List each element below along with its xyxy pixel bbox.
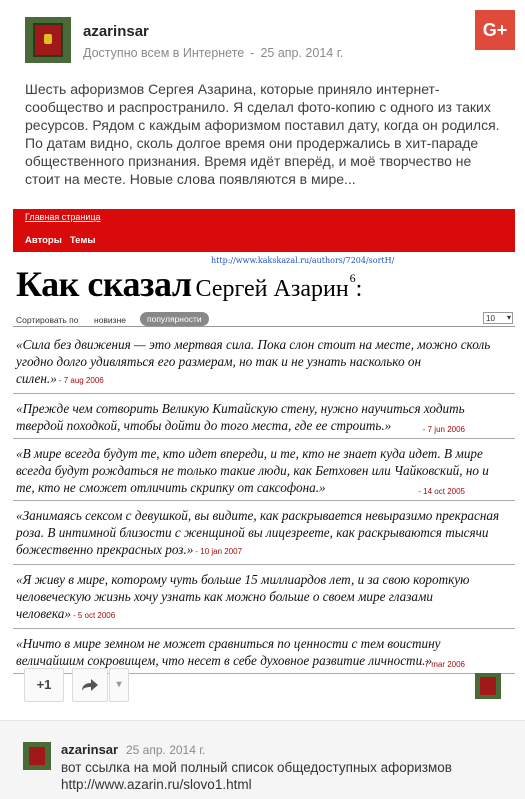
quote-date: - 7 jun 2006: [422, 425, 465, 434]
title-big: Как сказал: [16, 264, 192, 304]
share-menu-button[interactable]: ▾: [109, 668, 129, 702]
quote-text: «Ничто в мире земном не может сравниться по ценности с тем воистину величайшим сокровищем, что несет в себе духовное развитие личности.»: [16, 636, 441, 668]
quote-list: [13, 330, 515, 674]
site-title: [16, 263, 362, 305]
quote-text: «Прежде чем сотворить Великую Китайскую стену, нужно научиться ходить твердой походкой, чтобы дойти до того места, где ее строить.»: [16, 401, 465, 433]
author-avatar[interactable]: [25, 17, 71, 63]
quote-date: - 5 oct 2006: [72, 611, 116, 620]
post-meta: Доступно всем в Интернете - 25 апр. 2014 г.: [83, 46, 344, 60]
sort-popular: популярности: [140, 312, 209, 326]
quote-item: [13, 565, 515, 629]
title-colon: :: [355, 276, 363, 302]
comment-date[interactable]: 25 апр. 2014 г.: [126, 743, 206, 757]
site-nav: [25, 235, 103, 246]
home-link: Главная страница: [25, 212, 101, 222]
nav-authors: Авторы: [25, 235, 62, 246]
google-plus-badge: G+: [475, 10, 515, 50]
comment-text: [61, 759, 501, 793]
site-header: [13, 209, 515, 252]
action-bar: [0, 668, 525, 713]
nav-topics: Темы: [69, 235, 96, 246]
sort-label: Сортировать по: [16, 315, 79, 325]
quote-text: «Занимаясь сексом с девушкой, вы видите, как раскрывается невыразимо прекрасная роза. В интимной близости с женщиной вы лицезреете, как раскрываются тысячи божественно прекрасных роз.»: [16, 508, 500, 557]
comment-line: вот ссылка на мой полный список общедоступных афоризмов: [61, 760, 452, 775]
comment: [0, 721, 525, 799]
count-select: 10 ▾: [483, 312, 513, 324]
post-header: [25, 17, 500, 67]
author-name[interactable]: azarinsar: [83, 23, 149, 40]
quote-item: [13, 394, 515, 439]
title-count: 6: [349, 271, 356, 285]
quote-text: «В мире всегда будут те, кто идет впереди, и те, кто не знает куда идет. В мире всегда будут рождаться не только такие люди, как Бетховен или Чайковский, но и те, кто не сможет отличить скрипку от саксофона.»: [16, 446, 489, 495]
current-user-avatar[interactable]: [475, 673, 501, 699]
post-date[interactable]: 25 апр. 2014 г.: [260, 46, 344, 60]
quote-date: - 14 oct 2005: [418, 487, 465, 496]
quote-date: - 7 aug 2006: [58, 376, 104, 385]
visibility-label[interactable]: Доступно всем в Интернете: [83, 46, 245, 60]
plus-one-button[interactable]: +1: [24, 668, 64, 702]
quote-item: [13, 439, 515, 501]
comment-author[interactable]: azarinsar: [61, 742, 119, 757]
share-icon: [81, 678, 99, 692]
quote-date: - 10 jan 2007: [195, 547, 243, 556]
quote-item: [13, 501, 515, 565]
sort-new: новизне: [94, 315, 127, 325]
title-author: Сергей Азарин: [195, 276, 349, 302]
share-button[interactable]: [72, 668, 108, 702]
quote-date: - 7 mar 2006: [419, 660, 465, 669]
quote-item: [13, 330, 515, 394]
post-text: Шесть афоризмов Сергея Азарина, которые приняло интернет-сообщество и распространило. Я сделал фото-копию с одного из таких ресурсов. Рядом с каждым афоризмом поставил дату, когда он родился. По датам видно, сколь долгое время они продержались в хит-параде общественного признания. Время идёт вперёд, и моё творчество не стоит на месте. Новые слова появляются в мире...: [25, 81, 500, 187]
comment-link[interactable]: http://www.azarin.ru/slovo1.html: [61, 777, 252, 792]
quote-text: «Я живу в мире, которому чуть больше 15 миллиардов лет, и за свою короткую человеческую жизнь хочу узнать как можно больше о своем мире глазами человека»: [16, 572, 470, 621]
sort-row: [13, 309, 515, 327]
quote-text: «Сила без движения — это мертвая сила. Пока слон стоит на месте, можно сколь угодно долго удивляться его размерам, но так и не узнать насколько он силен.»: [16, 337, 491, 386]
site-url: http://www.kakskazal.ru/authors/7204/sortH/: [211, 256, 395, 265]
embedded-screenshot: [13, 209, 515, 669]
comment-avatar[interactable]: [23, 742, 51, 770]
